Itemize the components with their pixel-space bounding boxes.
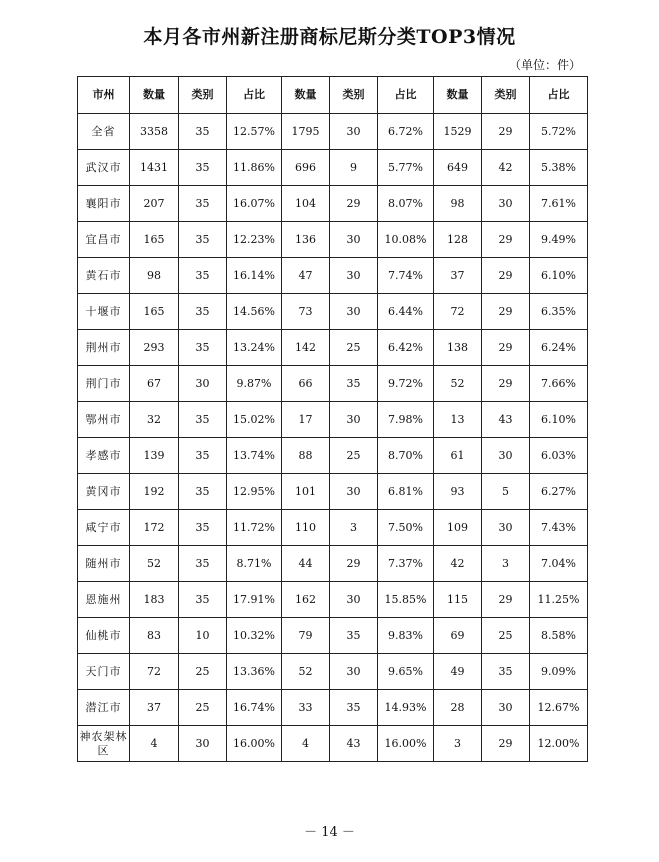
table-row bbox=[78, 546, 588, 582]
table-cell: 30 bbox=[330, 402, 378, 438]
table-cell: 4 bbox=[130, 726, 179, 762]
table-cell: 6.24% bbox=[530, 330, 588, 366]
table-cell: 35 bbox=[330, 366, 378, 402]
table-cell: 35 bbox=[179, 186, 227, 222]
table-cell: 115 bbox=[434, 582, 482, 618]
table-cell: 25 bbox=[330, 438, 378, 474]
table-body bbox=[78, 114, 588, 762]
table-cell: 66 bbox=[282, 366, 330, 402]
table-cell: 30 bbox=[330, 654, 378, 690]
city-cell: 荆门市 bbox=[78, 366, 130, 402]
table-cell: 79 bbox=[282, 618, 330, 654]
city-cell: 荆州市 bbox=[78, 330, 130, 366]
table-cell: 29 bbox=[330, 546, 378, 582]
table-row bbox=[78, 690, 588, 726]
table-cell: 12.95% bbox=[227, 474, 282, 510]
table-cell: 83 bbox=[130, 618, 179, 654]
column-header: 类别 bbox=[179, 77, 227, 114]
table-row bbox=[78, 186, 588, 222]
table-cell: 649 bbox=[434, 150, 482, 186]
table-cell: 30 bbox=[179, 726, 227, 762]
table-cell: 165 bbox=[130, 222, 179, 258]
table-cell: 35 bbox=[179, 222, 227, 258]
table-cell: 49 bbox=[434, 654, 482, 690]
table-cell: 6.81% bbox=[378, 474, 434, 510]
city-cell: 仙桃市 bbox=[78, 618, 130, 654]
table-cell: 73 bbox=[282, 294, 330, 330]
table-cell: 9.72% bbox=[378, 366, 434, 402]
table-cell: 5 bbox=[482, 474, 530, 510]
table-cell: 35 bbox=[179, 114, 227, 150]
city-cell: 随州市 bbox=[78, 546, 130, 582]
table-cell: 9.09% bbox=[530, 654, 588, 690]
table-row bbox=[78, 582, 588, 618]
table-cell: 43 bbox=[330, 726, 378, 762]
table-cell: 29 bbox=[482, 582, 530, 618]
table-cell: 43 bbox=[482, 402, 530, 438]
table-cell: 14.56% bbox=[227, 294, 282, 330]
table-row bbox=[78, 474, 588, 510]
table-cell: 6.27% bbox=[530, 474, 588, 510]
table-cell: 37 bbox=[434, 258, 482, 294]
table-cell: 29 bbox=[482, 726, 530, 762]
table-row bbox=[78, 258, 588, 294]
city-cell: 潜江市 bbox=[78, 690, 130, 726]
table-cell: 1529 bbox=[434, 114, 482, 150]
table-cell: 101 bbox=[282, 474, 330, 510]
table-cell: 128 bbox=[434, 222, 482, 258]
table-cell: 47 bbox=[282, 258, 330, 294]
table-cell: 35 bbox=[179, 474, 227, 510]
table-cell: 35 bbox=[179, 258, 227, 294]
city-cell: 孝感市 bbox=[78, 438, 130, 474]
table-row bbox=[78, 366, 588, 402]
column-header: 占比 bbox=[378, 77, 434, 114]
table-row bbox=[78, 330, 588, 366]
table-cell: 4 bbox=[282, 726, 330, 762]
table-cell: 172 bbox=[130, 510, 179, 546]
table-cell: 6.10% bbox=[530, 258, 588, 294]
table-cell: 30 bbox=[482, 690, 530, 726]
table-cell: 7.04% bbox=[530, 546, 588, 582]
table-cell: 3 bbox=[434, 726, 482, 762]
table-cell: 12.57% bbox=[227, 114, 282, 150]
table-cell: 37 bbox=[130, 690, 179, 726]
table-cell: 696 bbox=[282, 150, 330, 186]
column-header: 数量 bbox=[130, 77, 179, 114]
city-cell: 黄冈市 bbox=[78, 474, 130, 510]
table-cell: 25 bbox=[330, 330, 378, 366]
table-cell: 6.10% bbox=[530, 402, 588, 438]
table-cell: 61 bbox=[434, 438, 482, 474]
table-row bbox=[78, 726, 588, 762]
table-cell: 136 bbox=[282, 222, 330, 258]
table-row bbox=[78, 618, 588, 654]
table-cell: 12.23% bbox=[227, 222, 282, 258]
table-cell: 7.43% bbox=[530, 510, 588, 546]
table-cell: 7.98% bbox=[378, 402, 434, 438]
city-cell: 宜昌市 bbox=[78, 222, 130, 258]
table-cell: 104 bbox=[282, 186, 330, 222]
table-cell: 30 bbox=[482, 186, 530, 222]
table-cell: 52 bbox=[434, 366, 482, 402]
table-cell: 93 bbox=[434, 474, 482, 510]
table-cell: 30 bbox=[330, 222, 378, 258]
table-row bbox=[78, 654, 588, 690]
table-cell: 162 bbox=[282, 582, 330, 618]
column-header: 类别 bbox=[482, 77, 530, 114]
table-cell: 13 bbox=[434, 402, 482, 438]
city-cell: 神农架林区 bbox=[78, 726, 130, 762]
table-cell: 44 bbox=[282, 546, 330, 582]
table-cell: 5.38% bbox=[530, 150, 588, 186]
city-cell: 恩施州 bbox=[78, 582, 130, 618]
table-cell: 17.91% bbox=[227, 582, 282, 618]
table-cell: 165 bbox=[130, 294, 179, 330]
city-cell: 咸宁市 bbox=[78, 510, 130, 546]
table-cell: 29 bbox=[482, 258, 530, 294]
table-cell: 35 bbox=[330, 690, 378, 726]
table-cell: 33 bbox=[282, 690, 330, 726]
table-cell: 183 bbox=[130, 582, 179, 618]
table-cell: 42 bbox=[434, 546, 482, 582]
table-cell: 35 bbox=[179, 150, 227, 186]
table-cell: 138 bbox=[434, 330, 482, 366]
table-cell: 6.35% bbox=[530, 294, 588, 330]
table-cell: 29 bbox=[482, 330, 530, 366]
table-row bbox=[78, 294, 588, 330]
table-cell: 35 bbox=[179, 294, 227, 330]
table-cell: 13.74% bbox=[227, 438, 282, 474]
table-cell: 29 bbox=[482, 366, 530, 402]
table-cell: 3358 bbox=[130, 114, 179, 150]
table-cell: 10.08% bbox=[378, 222, 434, 258]
table-cell: 16.74% bbox=[227, 690, 282, 726]
page-title: 本月各市州新注册商标尼斯分类TOP3情况 bbox=[143, 26, 516, 48]
trademark-table bbox=[77, 76, 588, 762]
table-cell: 13.36% bbox=[227, 654, 282, 690]
table-cell: 30 bbox=[179, 366, 227, 402]
table-cell: 35 bbox=[179, 510, 227, 546]
table-cell: 10.32% bbox=[227, 618, 282, 654]
table-cell: 142 bbox=[282, 330, 330, 366]
table-cell: 109 bbox=[434, 510, 482, 546]
table-cell: 35 bbox=[179, 438, 227, 474]
table-cell: 29 bbox=[482, 222, 530, 258]
table-cell: 35 bbox=[330, 618, 378, 654]
table-cell: 3 bbox=[482, 546, 530, 582]
table-cell: 30 bbox=[482, 438, 530, 474]
table-cell: 52 bbox=[130, 546, 179, 582]
table-cell: 42 bbox=[482, 150, 530, 186]
city-cell: 全省 bbox=[78, 114, 130, 150]
header-row bbox=[78, 77, 588, 114]
table-row bbox=[78, 402, 588, 438]
table-cell: 6.03% bbox=[530, 438, 588, 474]
table-cell: 30 bbox=[330, 582, 378, 618]
table-row bbox=[78, 222, 588, 258]
column-header: 数量 bbox=[434, 77, 482, 114]
column-header: 类别 bbox=[330, 77, 378, 114]
table-cell: 6.44% bbox=[378, 294, 434, 330]
table-cell: 10 bbox=[179, 618, 227, 654]
city-cell: 鄂州市 bbox=[78, 402, 130, 438]
table-cell: 29 bbox=[330, 186, 378, 222]
table-cell: 98 bbox=[130, 258, 179, 294]
table-cell: 35 bbox=[179, 402, 227, 438]
table-cell: 14.93% bbox=[378, 690, 434, 726]
table-row bbox=[78, 438, 588, 474]
column-header: 市州 bbox=[78, 77, 130, 114]
table-cell: 1431 bbox=[130, 150, 179, 186]
table-cell: 16.07% bbox=[227, 186, 282, 222]
page-number: － 14 － bbox=[304, 825, 355, 840]
table-cell: 9.49% bbox=[530, 222, 588, 258]
city-cell: 天门市 bbox=[78, 654, 130, 690]
table-cell: 9.83% bbox=[378, 618, 434, 654]
table-cell: 30 bbox=[482, 510, 530, 546]
table-cell: 72 bbox=[130, 654, 179, 690]
table-cell: 3 bbox=[330, 510, 378, 546]
city-cell: 襄阳市 bbox=[78, 186, 130, 222]
table-cell: 35 bbox=[179, 582, 227, 618]
table-cell: 30 bbox=[330, 294, 378, 330]
table-cell: 25 bbox=[482, 618, 530, 654]
table-cell: 13.24% bbox=[227, 330, 282, 366]
table-row bbox=[78, 150, 588, 186]
table-cell: 16.14% bbox=[227, 258, 282, 294]
table-cell: 16.00% bbox=[227, 726, 282, 762]
table-cell: 67 bbox=[130, 366, 179, 402]
table-cell: 8.70% bbox=[378, 438, 434, 474]
table-cell: 11.86% bbox=[227, 150, 282, 186]
table-cell: 32 bbox=[130, 402, 179, 438]
table-row bbox=[78, 114, 588, 150]
table-cell: 110 bbox=[282, 510, 330, 546]
table-cell: 9.87% bbox=[227, 366, 282, 402]
table-cell: 29 bbox=[482, 114, 530, 150]
table-cell: 12.00% bbox=[530, 726, 588, 762]
table-cell: 15.02% bbox=[227, 402, 282, 438]
table-cell: 16.00% bbox=[378, 726, 434, 762]
table-cell: 7.61% bbox=[530, 186, 588, 222]
table-cell: 5.72% bbox=[530, 114, 588, 150]
table-cell: 69 bbox=[434, 618, 482, 654]
city-cell: 武汉市 bbox=[78, 150, 130, 186]
unit-label: （单位：件） bbox=[508, 58, 581, 72]
table-cell: 30 bbox=[330, 258, 378, 294]
table-cell: 207 bbox=[130, 186, 179, 222]
table-cell: 6.72% bbox=[378, 114, 434, 150]
column-header: 占比 bbox=[530, 77, 588, 114]
table-cell: 7.37% bbox=[378, 546, 434, 582]
column-header: 数量 bbox=[282, 77, 330, 114]
table-cell: 8.71% bbox=[227, 546, 282, 582]
table-cell: 1795 bbox=[282, 114, 330, 150]
city-cell: 黄石市 bbox=[78, 258, 130, 294]
table-cell: 35 bbox=[482, 654, 530, 690]
table-cell: 139 bbox=[130, 438, 179, 474]
table-cell: 25 bbox=[179, 690, 227, 726]
city-cell: 十堰市 bbox=[78, 294, 130, 330]
table-cell: 30 bbox=[330, 114, 378, 150]
table-cell: 5.77% bbox=[378, 150, 434, 186]
table-cell: 52 bbox=[282, 654, 330, 690]
table-cell: 30 bbox=[330, 474, 378, 510]
table-cell: 35 bbox=[179, 330, 227, 366]
table-cell: 192 bbox=[130, 474, 179, 510]
table-cell: 35 bbox=[179, 546, 227, 582]
table-cell: 28 bbox=[434, 690, 482, 726]
table-cell: 293 bbox=[130, 330, 179, 366]
table-cell: 88 bbox=[282, 438, 330, 474]
table-cell: 72 bbox=[434, 294, 482, 330]
table-cell: 9.65% bbox=[378, 654, 434, 690]
table-cell: 8.07% bbox=[378, 186, 434, 222]
table-cell: 7.74% bbox=[378, 258, 434, 294]
table-cell: 7.50% bbox=[378, 510, 434, 546]
table-cell: 15.85% bbox=[378, 582, 434, 618]
table-cell: 17 bbox=[282, 402, 330, 438]
table-cell: 7.66% bbox=[530, 366, 588, 402]
table-cell: 6.42% bbox=[378, 330, 434, 366]
table-cell: 8.58% bbox=[530, 618, 588, 654]
table-cell: 11.72% bbox=[227, 510, 282, 546]
table-cell: 11.25% bbox=[530, 582, 588, 618]
table-cell: 25 bbox=[179, 654, 227, 690]
table-cell: 12.67% bbox=[530, 690, 588, 726]
table-cell: 9 bbox=[330, 150, 378, 186]
table-cell: 98 bbox=[434, 186, 482, 222]
column-header: 占比 bbox=[227, 77, 282, 114]
table-row bbox=[78, 510, 588, 546]
table-cell: 29 bbox=[482, 294, 530, 330]
